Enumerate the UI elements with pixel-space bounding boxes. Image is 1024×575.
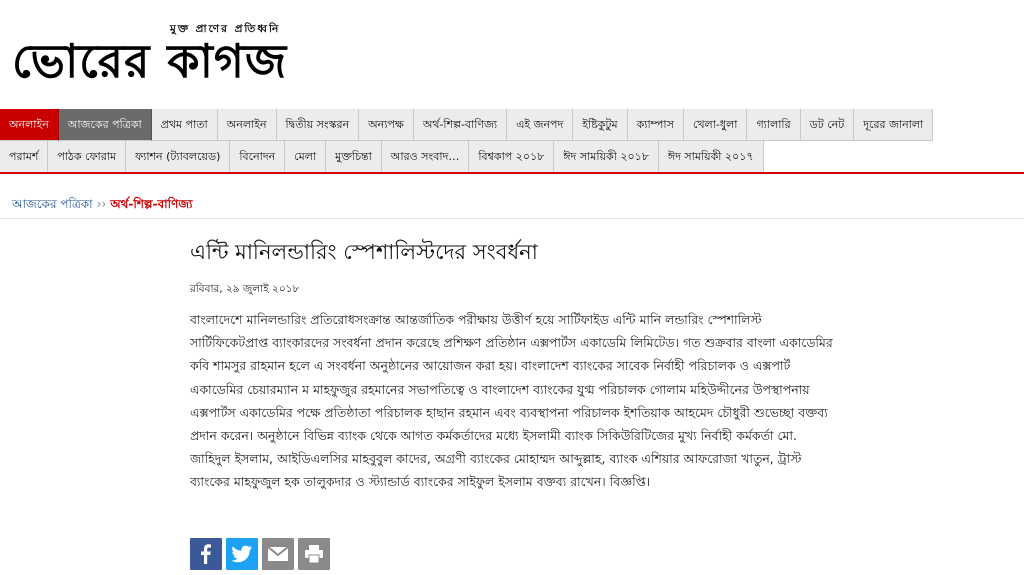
article-body: বাংলাদেশে মানিলন্ডারিং প্রতিরোধসংক্রান্ত আন্তর্জাতিক পরীক্ষায় উত্তীর্ণ হয়ে সার্টিফাইড এন্টি মানি লন্ডারিং স্পেশালিস্ট সার্টিফিকেটপ্রাপ্ত ব্যাংকারদের সংবর্ধনা প্রদান করেছে প্রশিক্ষণ প্রতিষ্ঠান এক্সপার্টস একাডেমি লিমিটেড। গত শুক্রবার বাংলা একাডেমির কবি শামসুর রাহমান হলে এ সংবর্ধনা অনুষ্ঠানের আয়োজন করা হয়। বাংলাদেশ ব্যাংকের সাবেক নির্বাহী পরিচালক ও এক্সপার্ট একাডেমির চেয়ারম্যান ম মাহফুজুর রহমানের সভাপতিত্বে ও বাংলাদেশ ব্যাংকের যুগ্ম পরিচালক গোলাম মহিউদ্দীনের উপস্থাপনায় এক্সপার্টস একাডেমির পক্ষে প্রতিষ্ঠাতা পরিচালক হাছান রহমান এবং ব্যবস্থাপনা পরিচালক ইশতিয়াক আহমেদ চৌধুরী শুভেচ্ছা বক্তব্য প্রদান করেন। অনুষ্ঠানে বিভিন্ন ব্যাংক থেকে আগত কর্মকর্তাদের মধ্যে ইসলামী ব্যাংক সিকিউরিটিজের মুখ্য নির্বাহী কর্মকর্তা মো. জাহিদুল ইসলাম, আইডিএলসির মাহবুবুল কাদের, অগ্রণী ব্যাংকের মোহাম্মদ আব্দুল্লাহ, ব্যাংক এশিয়ার আফরোজা খাতুন, ট্রাস্ট ব্যাংকের মাহফুজুল হক তালুকদার ও স্ট্যান্ডার্ড ব্যাংকের সাইফুল ইসলাম বক্তব্য রাখেন। বিজ্ঞপ্তি। bbox=[190, 313, 833, 490]
breadcrumb-separator: ›› bbox=[96, 197, 107, 211]
share-bar bbox=[190, 538, 330, 570]
nav-item-second-edition[interactable]: দ্বিতীয় সংস্করন bbox=[277, 109, 360, 141]
nav-item-onnopokkho[interactable]: অন্যপক্ষ bbox=[359, 109, 414, 141]
facebook-icon bbox=[196, 544, 216, 564]
secondary-nav bbox=[0, 141, 764, 173]
nav-item-durer-janala[interactable]: দূরের জানালা bbox=[854, 109, 933, 141]
site-tagline: মুক্ত প্রাণের প্রতিধ্বনি bbox=[170, 23, 281, 35]
article-date: রবিবার, ২৯ জুলাই ২০১৮ bbox=[190, 283, 300, 295]
nav-item-todays-paper[interactable]: আজকের পত্রিকা bbox=[59, 109, 152, 141]
nav-item-dot-net[interactable]: ডট নেট bbox=[801, 109, 855, 141]
nav-item-campus[interactable]: ক্যাম্পাস bbox=[628, 109, 684, 141]
nav-item-sports[interactable]: খেলা-ধুলা bbox=[684, 109, 748, 141]
mail-icon bbox=[267, 546, 289, 562]
nav-item-eid-2018[interactable]: ঈদ সাময়িকী ২০১৮ bbox=[554, 141, 659, 173]
nav-item-entertainment[interactable]: বিনোদন bbox=[230, 141, 285, 173]
nav-item-poramorsho[interactable]: পরামর্শ bbox=[0, 141, 48, 173]
breadcrumb-divider bbox=[0, 218, 1024, 219]
nav-item-online[interactable]: অনলাইন bbox=[218, 109, 277, 141]
article bbox=[190, 238, 835, 507]
facebook-share-button[interactable] bbox=[190, 538, 222, 570]
site-masthead[interactable] bbox=[12, 22, 302, 92]
nav-item-ei-jonopod[interactable]: এই জনপদ bbox=[507, 109, 573, 141]
print-icon bbox=[304, 545, 324, 563]
twitter-share-button[interactable] bbox=[226, 538, 258, 570]
site-logo[interactable]: ভোরের কাগজ bbox=[12, 34, 288, 88]
nav-divider bbox=[0, 172, 1024, 174]
nav-item-fashion[interactable]: ফ্যাশন (ট্যাবলয়েড) bbox=[126, 141, 230, 173]
nav-item-ishtikutum[interactable]: ইষ্টিকুটুম bbox=[573, 109, 627, 141]
twitter-icon bbox=[231, 544, 253, 564]
breadcrumb bbox=[12, 196, 193, 216]
nav-item-business[interactable]: অর্থ-শিল্প-বাণিজ্য bbox=[414, 109, 507, 141]
nav-item-reader-forum[interactable]: পাঠক ফোরাম bbox=[48, 141, 126, 173]
nav-item-eid-2017[interactable]: ঈদ সাময়িকী ২০১৭ bbox=[659, 141, 764, 173]
nav-item-world-cup[interactable]: বিশ্বকাপ ২০১৮ bbox=[469, 141, 554, 173]
nav-item-online-highlight[interactable]: অনলাইন bbox=[0, 109, 59, 141]
print-button[interactable] bbox=[298, 538, 330, 570]
article-headline: এন্টি মানিলন্ডারিং স্পেশালিস্টদের সংবর্ধনা bbox=[190, 240, 538, 264]
nav-item-opinion[interactable]: মুক্তচিন্তা bbox=[326, 141, 382, 173]
nav-item-more-news[interactable]: আরও সংবাদ… bbox=[382, 141, 470, 173]
email-share-button[interactable] bbox=[262, 538, 294, 570]
nav-item-mela[interactable]: মেলা bbox=[285, 141, 326, 173]
nav-item-gallery[interactable]: গ্যালারি bbox=[747, 109, 800, 141]
primary-nav bbox=[0, 109, 1024, 141]
nav-item-front-page[interactable]: প্রথম পাতা bbox=[152, 109, 218, 141]
breadcrumb-current-link[interactable]: অর্থ-শিল্প-বাণিজ্য bbox=[110, 197, 193, 211]
breadcrumb-parent-link[interactable]: আজকের পত্রিকা bbox=[12, 197, 93, 211]
